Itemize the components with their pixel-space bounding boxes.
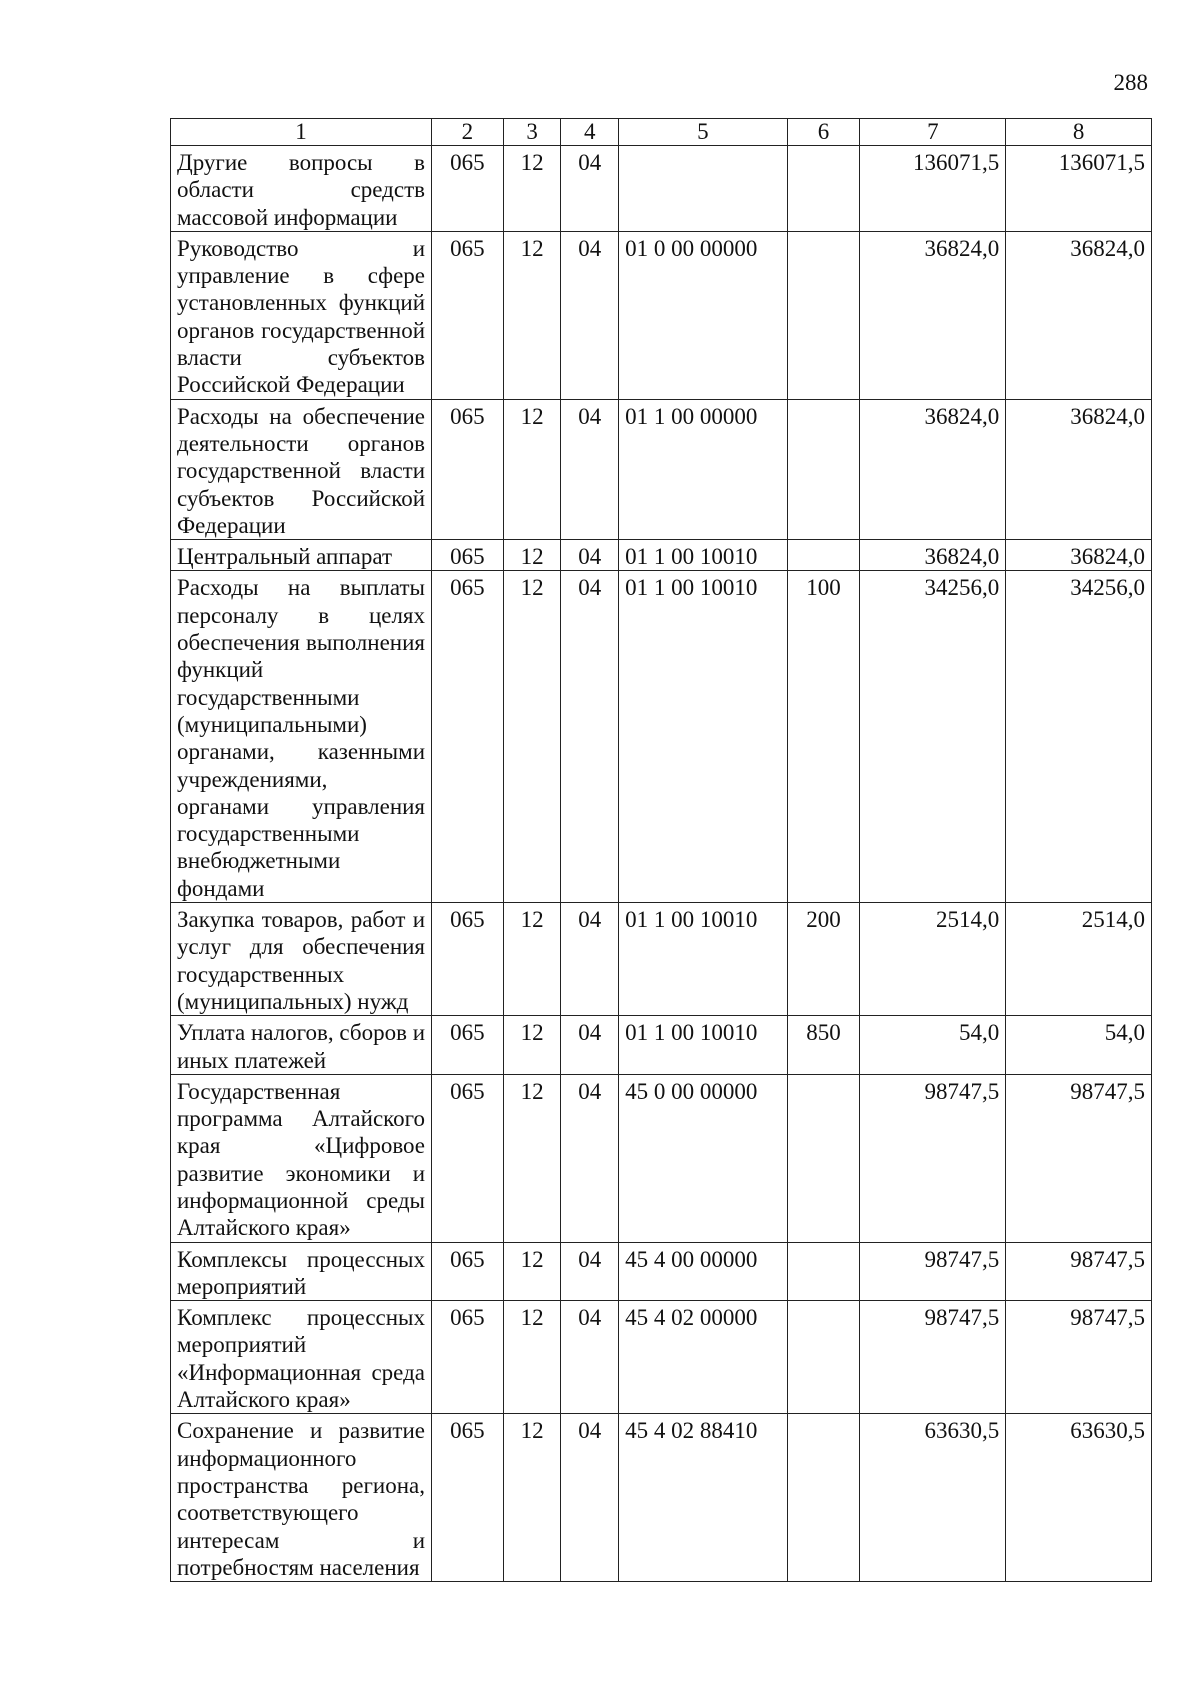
amount-year1-cell: 136071,5 [860, 146, 1006, 232]
column-header: 1 [171, 119, 432, 146]
amount-year2-cell: 136071,5 [1006, 146, 1152, 232]
amount-year1-cell: 36824,0 [860, 231, 1006, 399]
expense-kind-cell: 100 [787, 571, 860, 903]
expense-kind-cell [787, 231, 860, 399]
ministry-code-cell: 065 [432, 1242, 504, 1301]
table-row [171, 146, 1152, 232]
amount-year1-cell: 63630,5 [860, 1414, 1006, 1582]
column-header: 2 [432, 119, 504, 146]
target-article-cell: 45 0 00 00000 [619, 1074, 788, 1242]
subsection-cell: 04 [561, 1074, 619, 1242]
row-name-cell: Расходы на обеспечение деятельности органов государственной власти субъектов Российской Федерации [171, 399, 432, 539]
amount-year1-cell: 2514,0 [860, 903, 1006, 1016]
section-cell: 12 [503, 399, 561, 539]
section-cell: 12 [503, 1016, 561, 1075]
subsection-cell: 04 [561, 571, 619, 903]
subsection-cell: 04 [561, 399, 619, 539]
amount-year1-cell: 54,0 [860, 1016, 1006, 1075]
table-row [171, 903, 1152, 1016]
ministry-code-cell: 065 [432, 903, 504, 1016]
subsection-cell: 04 [561, 1301, 619, 1414]
section-cell: 12 [503, 903, 561, 1016]
target-article-cell: 45 4 02 88410 [619, 1414, 788, 1582]
column-header: 7 [860, 119, 1006, 146]
ministry-code-cell: 065 [432, 231, 504, 399]
row-name-cell: Другие вопросы в области средств массовой информации [171, 146, 432, 232]
amount-year2-cell: 36824,0 [1006, 231, 1152, 399]
subsection-cell: 04 [561, 1242, 619, 1301]
table-row [171, 1301, 1152, 1414]
table-row [171, 1414, 1152, 1582]
target-article-cell: 01 1 00 10010 [619, 903, 788, 1016]
table-row [171, 571, 1152, 903]
ministry-code-cell: 065 [432, 399, 504, 539]
target-article-cell: 01 1 00 00000 [619, 399, 788, 539]
subsection-cell: 04 [561, 146, 619, 232]
amount-year2-cell: 54,0 [1006, 1016, 1152, 1075]
column-header: 8 [1006, 119, 1152, 146]
amount-year1-cell: 36824,0 [860, 540, 1006, 571]
table-row [171, 1242, 1152, 1301]
amount-year2-cell: 36824,0 [1006, 399, 1152, 539]
amount-year2-cell: 98747,5 [1006, 1242, 1152, 1301]
section-cell: 12 [503, 540, 561, 571]
expense-kind-cell [787, 1414, 860, 1582]
section-cell: 12 [503, 571, 561, 903]
amount-year1-cell: 98747,5 [860, 1074, 1006, 1242]
target-article-cell: 01 1 00 10010 [619, 571, 788, 903]
subsection-cell: 04 [561, 903, 619, 1016]
amount-year1-cell: 36824,0 [860, 399, 1006, 539]
amount-year1-cell: 98747,5 [860, 1301, 1006, 1414]
table-row [171, 1016, 1152, 1075]
target-article-cell: 01 1 00 10010 [619, 540, 788, 571]
section-cell: 12 [503, 1301, 561, 1414]
expense-kind-cell [787, 146, 860, 232]
row-name-cell: Уплата налогов, сборов и иных платежей [171, 1016, 432, 1075]
ministry-code-cell: 065 [432, 571, 504, 903]
row-name-cell: Комплекс процессных мероприятий «Информационная среда Алтайского края» [171, 1301, 432, 1414]
table-row [171, 231, 1152, 399]
target-article-cell: 45 4 00 00000 [619, 1242, 788, 1301]
expense-kind-cell [787, 399, 860, 539]
row-name-cell: Центральный аппарат [171, 540, 432, 571]
table-row [171, 1074, 1152, 1242]
ministry-code-cell: 065 [432, 1016, 504, 1075]
expense-kind-cell [787, 1074, 860, 1242]
amount-year2-cell: 36824,0 [1006, 540, 1152, 571]
section-cell: 12 [503, 1242, 561, 1301]
section-cell: 12 [503, 231, 561, 399]
target-article-cell: 01 1 00 10010 [619, 1016, 788, 1075]
subsection-cell: 04 [561, 1016, 619, 1075]
amount-year2-cell: 98747,5 [1006, 1301, 1152, 1414]
subsection-cell: 04 [561, 231, 619, 399]
table-row [171, 399, 1152, 539]
column-header: 3 [503, 119, 561, 146]
ministry-code-cell: 065 [432, 1074, 504, 1242]
row-name-cell: Закупка товаров, работ и услуг для обеспечения государственных (муниципальных) нужд [171, 903, 432, 1016]
table-body [171, 146, 1152, 1582]
amount-year2-cell: 34256,0 [1006, 571, 1152, 903]
row-name-cell: Сохранение и развитие информационного пространства региона, соответствующего интересам и потребностям населения [171, 1414, 432, 1582]
amount-year1-cell: 34256,0 [860, 571, 1006, 903]
column-header: 4 [561, 119, 619, 146]
ministry-code-cell: 065 [432, 146, 504, 232]
expense-kind-cell [787, 540, 860, 571]
ministry-code-cell: 065 [432, 1301, 504, 1414]
column-header: 5 [619, 119, 788, 146]
amount-year1-cell: 98747,5 [860, 1242, 1006, 1301]
amount-year2-cell: 2514,0 [1006, 903, 1152, 1016]
amount-year2-cell: 98747,5 [1006, 1074, 1152, 1242]
expense-kind-cell [787, 1242, 860, 1301]
row-name-cell: Государственная программа Алтайского края «Цифровое развитие экономики и информационной среды Алтайского края» [171, 1074, 432, 1242]
ministry-code-cell: 065 [432, 1414, 504, 1582]
subsection-cell: 04 [561, 1414, 619, 1582]
column-header: 6 [787, 119, 860, 146]
table-row [171, 540, 1152, 571]
row-name-cell: Комплексы процессных мероприятий [171, 1242, 432, 1301]
target-article-cell: 45 4 02 00000 [619, 1301, 788, 1414]
row-name-cell: Руководство и управление в сфере установленных функций органов государственной власти субъектов Российской Федерации [171, 231, 432, 399]
subsection-cell: 04 [561, 540, 619, 571]
expense-kind-cell [787, 1301, 860, 1414]
target-article-cell [619, 146, 788, 232]
expense-kind-cell: 850 [787, 1016, 860, 1075]
section-cell: 12 [503, 1074, 561, 1242]
ministry-code-cell: 065 [432, 540, 504, 571]
amount-year2-cell: 63630,5 [1006, 1414, 1152, 1582]
row-name-cell: Расходы на выплаты персоналу в целях обеспечения выполнения функций государственными (муниципальными) органами, казенными учреждениями, органами управления государственными внебюджетными фондами [171, 571, 432, 903]
page-number: 288 [1113, 70, 1148, 95]
expense-kind-cell: 200 [787, 903, 860, 1016]
budget-table [170, 118, 1152, 1582]
section-cell: 12 [503, 146, 561, 232]
section-cell: 12 [503, 1414, 561, 1582]
table-header-row [171, 119, 1152, 146]
target-article-cell: 01 0 00 00000 [619, 231, 788, 399]
